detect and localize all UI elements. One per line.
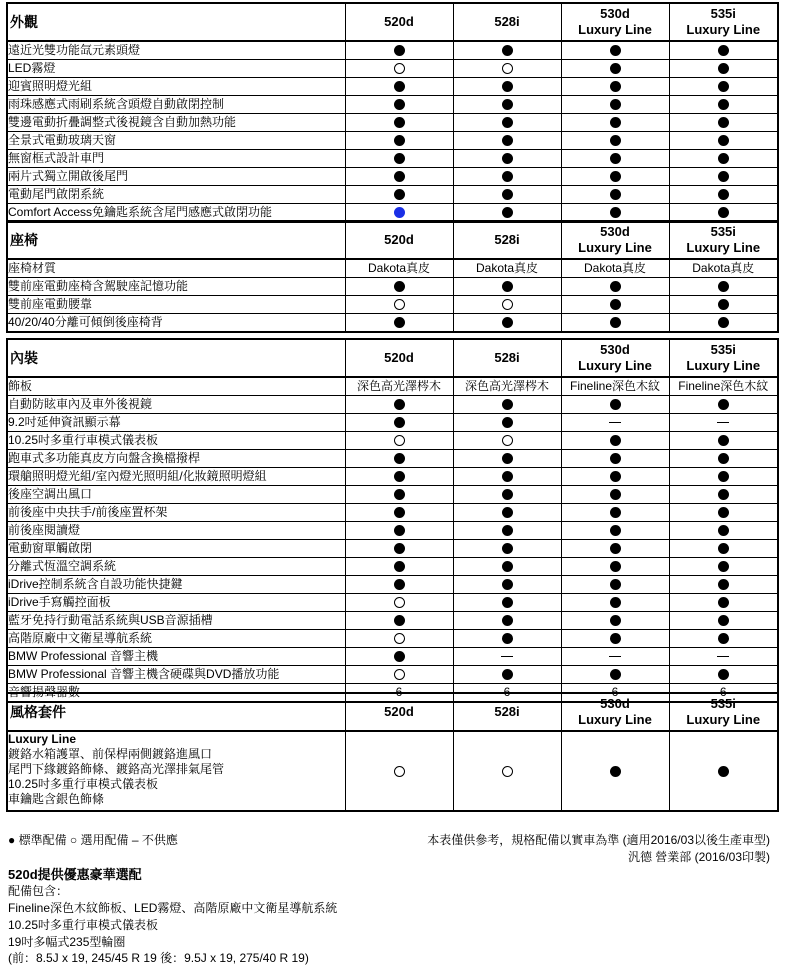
standard-dot-icon bbox=[453, 504, 561, 522]
optional-circle-icon bbox=[345, 666, 453, 684]
model-name: 535i bbox=[710, 6, 736, 21]
standard-dot-icon bbox=[669, 540, 778, 558]
feature-label: iDrive手寫觸控面板 bbox=[7, 594, 345, 612]
table-row bbox=[7, 450, 778, 468]
section-title: 風格套件 bbox=[7, 693, 345, 731]
model-header bbox=[453, 221, 561, 259]
spec-value: 深色高光澤梣木 bbox=[453, 377, 561, 396]
spec-value: 6 bbox=[345, 684, 453, 703]
model-name: 535i bbox=[710, 696, 736, 711]
standard-dot-icon bbox=[561, 468, 669, 486]
table-row bbox=[7, 630, 778, 648]
standard-dot-icon bbox=[561, 296, 669, 314]
package-contents bbox=[7, 731, 345, 811]
standard-dot-icon bbox=[561, 594, 669, 612]
standard-dot-icon bbox=[453, 540, 561, 558]
standard-dot-icon bbox=[669, 522, 778, 540]
standard-dot-icon bbox=[669, 486, 778, 504]
table-row bbox=[7, 259, 778, 278]
model-name: 520d bbox=[384, 14, 414, 29]
standard-dot-icon bbox=[453, 78, 561, 96]
model-name: 520d bbox=[384, 232, 414, 247]
feature-label: BMW Professional 音響主機 bbox=[7, 648, 345, 666]
standard-dot-icon bbox=[669, 576, 778, 594]
standard-dot-icon bbox=[453, 96, 561, 114]
standard-dot-icon bbox=[561, 558, 669, 576]
feature-label: 座椅材質 bbox=[7, 259, 345, 278]
standard-dot-icon bbox=[345, 114, 453, 132]
spec-value: 深色高光澤梣木 bbox=[345, 377, 453, 396]
standard-dot-icon bbox=[669, 396, 778, 414]
spec-value: 6 bbox=[669, 684, 778, 703]
feature-label: 雙前座電動座椅含駕駛座記憶功能 bbox=[7, 278, 345, 296]
standard-dot-icon bbox=[561, 60, 669, 78]
model-header bbox=[561, 339, 669, 377]
model-header bbox=[561, 221, 669, 259]
model-trim: Luxury Line bbox=[578, 712, 652, 727]
standard-dot-icon bbox=[561, 630, 669, 648]
standard-dot-icon bbox=[561, 504, 669, 522]
table-row bbox=[7, 314, 778, 333]
standard-dot-icon bbox=[669, 594, 778, 612]
not-available-dash-icon bbox=[561, 648, 669, 666]
model-header bbox=[453, 339, 561, 377]
table-row bbox=[7, 522, 778, 540]
table-row bbox=[7, 114, 778, 132]
standard-dot-icon bbox=[561, 731, 669, 811]
table-row bbox=[7, 396, 778, 414]
standard-dot-icon bbox=[345, 648, 453, 666]
model-header bbox=[669, 339, 778, 377]
standard-dot-icon bbox=[669, 114, 778, 132]
standard-dot-icon bbox=[453, 666, 561, 684]
standard-dot-icon bbox=[561, 522, 669, 540]
package-item: 鍍鉻水箱護罩、前保桿兩側鍍鉻進風口 bbox=[8, 747, 213, 761]
table-row bbox=[7, 96, 778, 114]
model-header bbox=[669, 3, 778, 41]
optional-circle-icon bbox=[345, 731, 453, 811]
optional-circle-icon bbox=[345, 594, 453, 612]
feature-label: 雙前座電動腰靠 bbox=[7, 296, 345, 314]
standard-dot-icon bbox=[453, 186, 561, 204]
issuer: 汎德 營業部 (2016/03印製) bbox=[627, 850, 770, 864]
feature-label: 無窗框式設計車門 bbox=[7, 150, 345, 168]
table-row bbox=[7, 278, 778, 296]
model-trim: Luxury Line bbox=[578, 22, 652, 37]
spec-table bbox=[6, 2, 779, 223]
feature-label: 高階原廠中文衛星導航系統 bbox=[7, 630, 345, 648]
feature-label: 自動防眩車內及車外後視鏡 bbox=[7, 396, 345, 414]
table-row bbox=[7, 186, 778, 204]
standard-dot-icon bbox=[345, 486, 453, 504]
model-header bbox=[453, 693, 561, 731]
offer-line: 19吋多幅式235型輪圈 bbox=[8, 935, 126, 949]
table-row bbox=[7, 168, 778, 186]
table-row bbox=[7, 648, 778, 666]
feature-label: iDrive控制系統含自設功能快捷鍵 bbox=[7, 576, 345, 594]
table-row bbox=[7, 666, 778, 684]
standard-dot-icon bbox=[561, 186, 669, 204]
table-row bbox=[7, 612, 778, 630]
standard-dot-icon bbox=[669, 132, 778, 150]
standard-dot-icon bbox=[453, 278, 561, 296]
offer-line: 10.25吋多重行車模式儀表板 bbox=[8, 918, 159, 932]
standard-dot-icon bbox=[345, 150, 453, 168]
standard-dot-icon bbox=[669, 96, 778, 114]
standard-dot-icon bbox=[561, 486, 669, 504]
standard-dot-icon bbox=[345, 414, 453, 432]
standard-dot-icon bbox=[669, 314, 778, 333]
table-row bbox=[7, 540, 778, 558]
standard-dot-icon bbox=[453, 522, 561, 540]
table-row bbox=[7, 41, 778, 60]
standard-dot-icon bbox=[561, 132, 669, 150]
feature-label: 飾板 bbox=[7, 377, 345, 396]
model-header bbox=[345, 221, 453, 259]
disclaimer: 本表僅供參考，規格配備以實車為準 (適用2016/03以後生產車型) bbox=[427, 833, 770, 847]
table-row bbox=[7, 504, 778, 522]
model-header bbox=[669, 221, 778, 259]
standard-dot-icon bbox=[345, 576, 453, 594]
not-available-dash-icon bbox=[453, 648, 561, 666]
standard-dot-icon bbox=[345, 278, 453, 296]
model-name: 520d bbox=[384, 704, 414, 719]
standard-dot-icon bbox=[345, 41, 453, 60]
standard-dot-icon bbox=[453, 630, 561, 648]
feature-label: 後座空調出風口 bbox=[7, 486, 345, 504]
standard-dot-icon bbox=[453, 396, 561, 414]
feature-label: 音響揚聲器數 bbox=[7, 684, 345, 703]
model-name: 530d bbox=[600, 342, 630, 357]
section-title: 座椅 bbox=[7, 221, 345, 259]
model-header bbox=[345, 693, 453, 731]
feature-label: 遠近光雙功能氙元素頭燈 bbox=[7, 41, 345, 60]
model-name: 528i bbox=[494, 704, 520, 719]
spec-table bbox=[6, 220, 779, 333]
standard-dot-icon bbox=[561, 666, 669, 684]
standard-dot-icon bbox=[345, 168, 453, 186]
standard-dot-icon bbox=[453, 314, 561, 333]
feature-label: 9.2吋延伸資訊顯示幕 bbox=[7, 414, 345, 432]
model-header bbox=[345, 339, 453, 377]
style-package-table bbox=[6, 692, 779, 812]
standard-dot-icon bbox=[345, 186, 453, 204]
table-row bbox=[7, 486, 778, 504]
table-row bbox=[7, 558, 778, 576]
feature-label: 前後座中央扶手/前後座置杯架 bbox=[7, 504, 345, 522]
standard-dot-icon bbox=[669, 612, 778, 630]
standard-dot-icon bbox=[561, 396, 669, 414]
model-header bbox=[345, 3, 453, 41]
standard-dot-icon bbox=[561, 278, 669, 296]
standard-dot-icon bbox=[669, 296, 778, 314]
feature-label: 藍牙免持行動電話系統與USB音源插槽 bbox=[7, 612, 345, 630]
optional-circle-icon bbox=[345, 432, 453, 450]
table-row bbox=[7, 132, 778, 150]
model-header bbox=[561, 693, 669, 731]
standard-dot-icon bbox=[453, 594, 561, 612]
standard-dot-icon bbox=[345, 96, 453, 114]
package-name: Luxury Line bbox=[8, 732, 77, 746]
standard-dot-icon bbox=[669, 150, 778, 168]
feature-label: 分離式恆溫空調系統 bbox=[7, 558, 345, 576]
feature-label: 10.25吋多重行車模式儀表板 bbox=[7, 432, 345, 450]
package-item: 10.25吋多重行車模式儀表板 bbox=[8, 777, 159, 791]
spec-value: Fineline深色木紋 bbox=[669, 377, 778, 396]
optional-circle-icon bbox=[345, 630, 453, 648]
standard-dot-icon bbox=[453, 450, 561, 468]
model-header bbox=[561, 3, 669, 41]
table-row bbox=[7, 731, 778, 811]
feature-label: 雨珠感應式雨刷系統含頭燈自動啟閉控制 bbox=[7, 96, 345, 114]
model-name: 530d bbox=[600, 696, 630, 711]
table-row bbox=[7, 377, 778, 396]
table-row bbox=[7, 150, 778, 168]
standard-dot-icon bbox=[453, 576, 561, 594]
offer-intro: 配備包含： bbox=[8, 884, 69, 898]
spec-value: 6 bbox=[561, 684, 669, 703]
standard-dot-icon bbox=[669, 278, 778, 296]
table-row bbox=[7, 594, 778, 612]
standard-dot-icon bbox=[561, 150, 669, 168]
model-trim: Luxury Line bbox=[686, 358, 761, 373]
feature-label: Comfort Access免鑰匙系統含尾門感應式啟閉功能 bbox=[7, 204, 345, 223]
section-title: 內裝 bbox=[7, 339, 345, 377]
standard-dot-icon bbox=[453, 168, 561, 186]
standard-dot-icon bbox=[345, 504, 453, 522]
standard-dot-icon bbox=[561, 540, 669, 558]
spec-value: Dakota真皮 bbox=[669, 259, 778, 278]
offer-line: Fineline深色木紋飾板、LED霧燈、高階原廠中文衛星導航系統 bbox=[8, 901, 338, 915]
standard-dot-icon bbox=[345, 396, 453, 414]
model-trim: Luxury Line bbox=[686, 22, 761, 37]
model-name: 528i bbox=[494, 14, 520, 29]
standard-dot-icon bbox=[453, 558, 561, 576]
model-name: 528i bbox=[494, 232, 520, 247]
model-trim: Luxury Line bbox=[686, 712, 761, 727]
standard-dot-icon bbox=[453, 114, 561, 132]
table-row bbox=[7, 414, 778, 432]
model-header bbox=[669, 693, 778, 731]
model-trim: Luxury Line bbox=[686, 240, 761, 255]
feature-label: 雙邊電動折疊調整式後視鏡含自動加熱功能 bbox=[7, 114, 345, 132]
feature-label: 前後座閱讀燈 bbox=[7, 522, 345, 540]
standard-dot-icon bbox=[345, 468, 453, 486]
spec-value: Fineline深色木紋 bbox=[561, 377, 669, 396]
package-item: 車鑰匙含銀色飾條 bbox=[8, 792, 105, 806]
model-name: 530d bbox=[600, 224, 630, 239]
standard-dot-icon bbox=[453, 468, 561, 486]
not-available-dash-icon bbox=[669, 648, 778, 666]
spec-value: Dakota真皮 bbox=[561, 259, 669, 278]
not-available-dash-icon bbox=[669, 414, 778, 432]
standard-dot-icon bbox=[453, 132, 561, 150]
standard-dot-icon bbox=[561, 78, 669, 96]
standard-dot-icon bbox=[561, 432, 669, 450]
standard-dot-icon bbox=[669, 186, 778, 204]
standard-dot-icon bbox=[345, 78, 453, 96]
feature-label: BMW Professional 音響主機含硬碟與DVD播放功能 bbox=[7, 666, 345, 684]
model-trim: Luxury Line bbox=[578, 358, 652, 373]
feature-label: 全景式電動玻璃天窗 bbox=[7, 132, 345, 150]
standard-dot-icon bbox=[345, 558, 453, 576]
section-title: 外觀 bbox=[7, 3, 345, 41]
table-row bbox=[7, 296, 778, 314]
standard-dot-icon bbox=[561, 114, 669, 132]
model-name: 528i bbox=[494, 350, 520, 365]
optional-circle-icon bbox=[345, 60, 453, 78]
standard-dot-icon bbox=[345, 612, 453, 630]
offer-line: (前：8.5J x 19, 245/45 R 19 後：9.5J x 19, 275/40 R 19) bbox=[8, 951, 309, 965]
standard-dot-icon bbox=[561, 612, 669, 630]
table-row bbox=[7, 468, 778, 486]
table-row bbox=[7, 432, 778, 450]
optional-circle-icon bbox=[453, 60, 561, 78]
feature-label: 環艙照明燈光組/室內燈光照明組/化妝鏡照明燈組 bbox=[7, 468, 345, 486]
optional-circle-icon bbox=[453, 432, 561, 450]
standard-dot-icon bbox=[669, 78, 778, 96]
standard-dot-icon bbox=[561, 450, 669, 468]
standard-dot-icon bbox=[669, 60, 778, 78]
package-item: 尾門下緣鍍鉻飾條、鍍鉻高光澤排氣尾管 bbox=[8, 762, 225, 776]
model-trim: Luxury Line bbox=[578, 240, 652, 255]
feature-label: LED霧燈 bbox=[7, 60, 345, 78]
standard-dot-icon bbox=[561, 168, 669, 186]
standard-dot-icon bbox=[669, 666, 778, 684]
feature-label: 兩片式獨立開啟後尾門 bbox=[7, 168, 345, 186]
not-available-dash-icon bbox=[561, 414, 669, 432]
model-name: 520d bbox=[384, 350, 414, 365]
standard-dot-icon bbox=[561, 576, 669, 594]
standard-dot-icon bbox=[669, 450, 778, 468]
standard-dot-icon bbox=[669, 468, 778, 486]
standard-dot-icon bbox=[345, 522, 453, 540]
standard-dot-icon bbox=[345, 540, 453, 558]
model-name: 535i bbox=[710, 224, 736, 239]
optional-circle-icon bbox=[345, 296, 453, 314]
feature-label: 電動尾門啟閉系統 bbox=[7, 186, 345, 204]
table-row bbox=[7, 60, 778, 78]
standard-dot-icon bbox=[561, 41, 669, 60]
standard-dot-icon bbox=[669, 168, 778, 186]
standard-dot-icon bbox=[345, 132, 453, 150]
standard-dot-icon bbox=[453, 41, 561, 60]
feature-label: 跑車式多功能真皮方向盤含換檔撥桿 bbox=[7, 450, 345, 468]
standard-dot-icon bbox=[561, 314, 669, 333]
offer-title: 520d提供優惠豪華選配 bbox=[8, 867, 142, 882]
standard-dot-icon bbox=[561, 96, 669, 114]
spec-value: Dakota真皮 bbox=[453, 259, 561, 278]
optional-circle-icon bbox=[453, 731, 561, 811]
table-row bbox=[7, 78, 778, 96]
standard-dot-icon bbox=[669, 731, 778, 811]
table-row bbox=[7, 576, 778, 594]
spec-value: 6 bbox=[453, 684, 561, 703]
standard-dot-icon bbox=[453, 414, 561, 432]
legend: ● 標準配備 ○ 選用配備 – 不供應 bbox=[8, 833, 178, 847]
model-name: 535i bbox=[710, 342, 736, 357]
standard-dot-icon bbox=[453, 612, 561, 630]
standard-dot-icon bbox=[669, 432, 778, 450]
standard-dot-icon bbox=[345, 314, 453, 333]
standard-dot-icon bbox=[453, 486, 561, 504]
standard-dot-icon bbox=[453, 150, 561, 168]
feature-label: 40/20/40分離可傾倒後座椅背 bbox=[7, 314, 345, 333]
optional-circle-icon bbox=[453, 296, 561, 314]
standard-dot-icon bbox=[669, 630, 778, 648]
model-header bbox=[453, 3, 561, 41]
standard-dot-icon bbox=[669, 558, 778, 576]
model-name: 530d bbox=[600, 6, 630, 21]
spec-table bbox=[6, 338, 779, 703]
feature-label: 迎賓照明燈光組 bbox=[7, 78, 345, 96]
standard-dot-icon bbox=[669, 41, 778, 60]
standard-dot-icon bbox=[345, 450, 453, 468]
spec-value: Dakota真皮 bbox=[345, 259, 453, 278]
feature-label: 電動窗單觸啟閉 bbox=[7, 540, 345, 558]
standard-dot-icon bbox=[669, 504, 778, 522]
